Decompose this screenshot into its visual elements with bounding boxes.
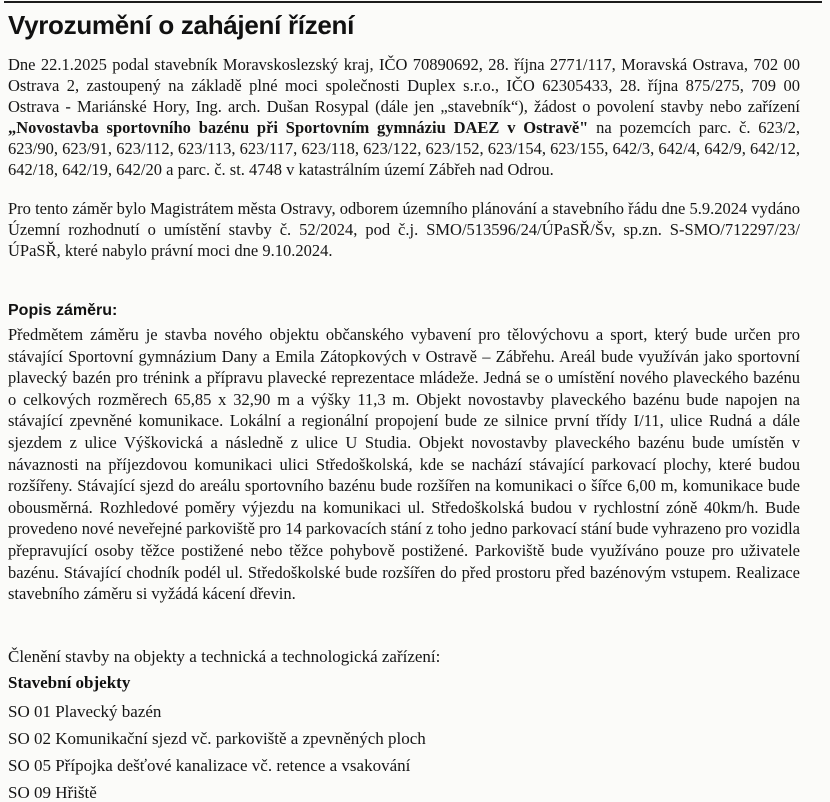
project-name-bold: „Novostavba sportovního bazénu při Sportovním gymnáziu DAEZ v Ostravě" (8, 118, 589, 137)
structure-heading: Stavební objekty (8, 673, 131, 692)
description-paragraph: Předmětem záměru je stavba nového objektu občanského vybavení pro tělovýchovu a sport, který bude určen pro stávající Sportovní gymnázium Dany a Emila Zátopkových v Ostravě – Zábřehu. Areál bude využíván jako sportovní plavecký bazén pro trénink a přípravu plavecké reprezentace mládeže. Jedná se o umístění nového plaveckého bazénu o celkových rozměrech 65,85 x 32,90 m a výšky 11,3 m. Objekt novostavby plaveckého bazénu bude napojen na stávající zpevněné komunikace. Lokální a regionální propojení bude ze silnice první třídy I/11, ulice Rudná a dále sjezdem z ulice Výškovická a následně z ulice U Studia. Objekt novostavby plaveckého bazénu bude umístěn v návaznosti na příjezdovou komunikaci ulici Středoškolská, kde se nachází stávající parkovací plochy, které budou rozšířeny. Stávající sjezd do areálu sportovního bazénu bude rozšířen na komunikaci o šířce 6,00 m, komunikace bude obousměrná. Rozhledové poměry výjezdu na komunikaci ul. Středoškolská budou v rychlostní zóně 40km/h. Bude provedeno nové neveřejné parkoviště pro 14 parkovacích stání z toho jedno parkovací stání bude vyhrazeno pro vozidla přepravující osoby těžce postižené nebo těžce pohybově postižené. Parkoviště bude využíváno pouze pro uživatele bazénu. Stávající chodník podél ul. Středoškolské bude rozšířen do před prostoru před bazénovým vstupem. Realizace stavebního záměru si vyžádá kácení dřevin. (8, 325, 800, 604)
structure-intro: Členění stavby na objekty a technická a technologická zařízení: (8, 647, 441, 666)
building-objects-list (8, 701, 800, 802)
building-object-item: SO 02 Komunikační sjezd vč. parkoviště a zpevněných ploch (8, 729, 426, 748)
intro-paragraph-parcels: na pozemcích parc. č. 623/2, 623/90, 623/91, 623/112, 623/113, 623/117, 623/118, 623/122, 623/152, 623/154, 623/155, 642/3, 642/4, 642/9, 642/12, 642/18, 642/19, 642/20 a parc. č. st. 4748 v katastrálním území Zábřeh nad Odrou. (8, 118, 800, 179)
intro-paragraph (8, 54, 800, 180)
top-scan-rule (4, 1, 822, 3)
intro-paragraph-text: Dne 22.1.2025 podal stavebník Moravskoslezský kraj, IČO 70890692, 28. října 2771/117, Moravská Ostrava, 702 00 Ostrava 2, zastoupený na základě plné moci společnosti Duplex s.r.o., IČO 62305433, 28. října 875/275, 709 00 Ostrava - Mariánské Hory, Ing. arch. Dušan Rosypal (dále jen „stavebník“), žádost o povolení stavby nebo zařízení (8, 55, 800, 116)
page-title: Vyrozumění o zahájení řízení (8, 10, 355, 40)
building-object-item: SO 05 Přípojka dešťové kanalizace vč. retence a vsakování (8, 756, 411, 775)
description-heading: Popis záměru: (8, 302, 118, 319)
building-object-item: SO 01 Plavecký bazén (8, 702, 162, 721)
decision-paragraph: Pro tento záměr bylo Magistrátem města Ostravy, odborem územního plánování a stavebního řádu dne 5.9.2024 vydáno Územní rozhodnutí o umístění stavby č. 52/2024, pod č.j. SMO/513596/24/ÚPaSŘ/Šv, sp.zn. S-SMO/712297/23/ÚPaSŘ, které nabylo právní moci dne 9.10.2024. (8, 199, 800, 260)
building-object-item: SO 09 Hřiště (8, 783, 97, 802)
